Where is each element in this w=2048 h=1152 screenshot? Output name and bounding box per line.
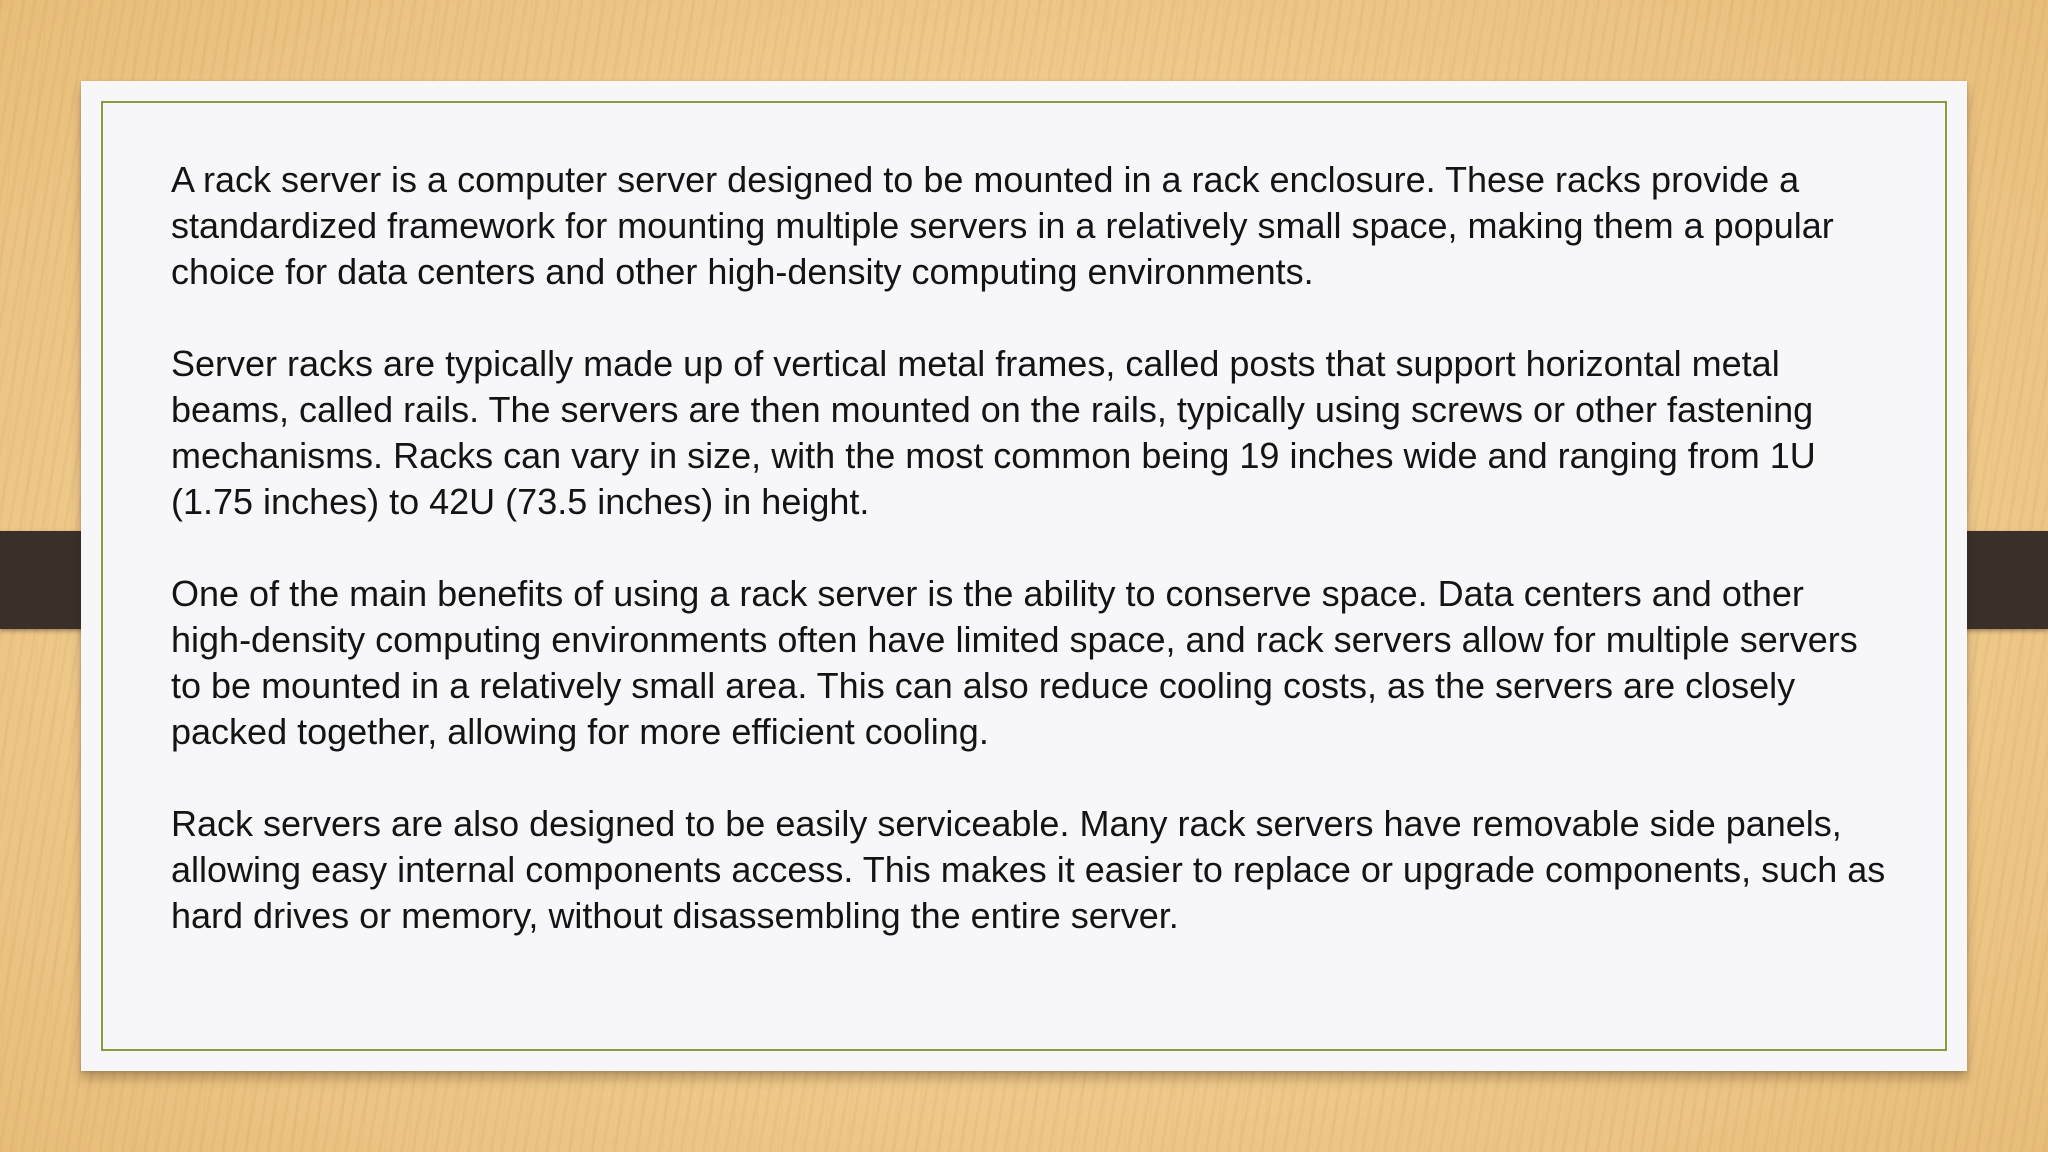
slide-body — [171, 157, 1891, 985]
paragraph-rack-server-definition: A rack server is a computer server designed to be mounted in a rack enclosure. These racks provide a standardized framework for mounting multiple servers in a relatively small space, making them a popular choice for data centers and other high-density computing environments. — [171, 159, 1834, 292]
slide-card — [81, 81, 1967, 1071]
paragraph-space-benefits: One of the main benefits of using a rack server is the ability to conserve space. Data centers and other high-density computing environments often have limited space, and rack servers allow for multiple servers to be mounted in a relatively small area. This can also reduce cooling costs, as the servers are closely packed together, allowing for more efficient cooling. — [171, 573, 1858, 752]
paragraph-serviceability: Rack servers are also designed to be easily serviceable. Many rack servers have removable side panels, allowing easy internal components access. This makes it easier to replace or upgrade components, such as hard drives or memory, without disassembling the entire server. — [171, 803, 1886, 936]
paragraph-server-rack-structure: Server racks are typically made up of vertical metal frames, called posts that support horizontal metal beams, called rails. The servers are then mounted on the rails, typically using screws or other fastening mechanisms. Racks can vary in size, with the most common being 19 inches wide and ranging from 1U (1.75 inches) to 42U (73.5 inches) in height. — [171, 343, 1816, 522]
